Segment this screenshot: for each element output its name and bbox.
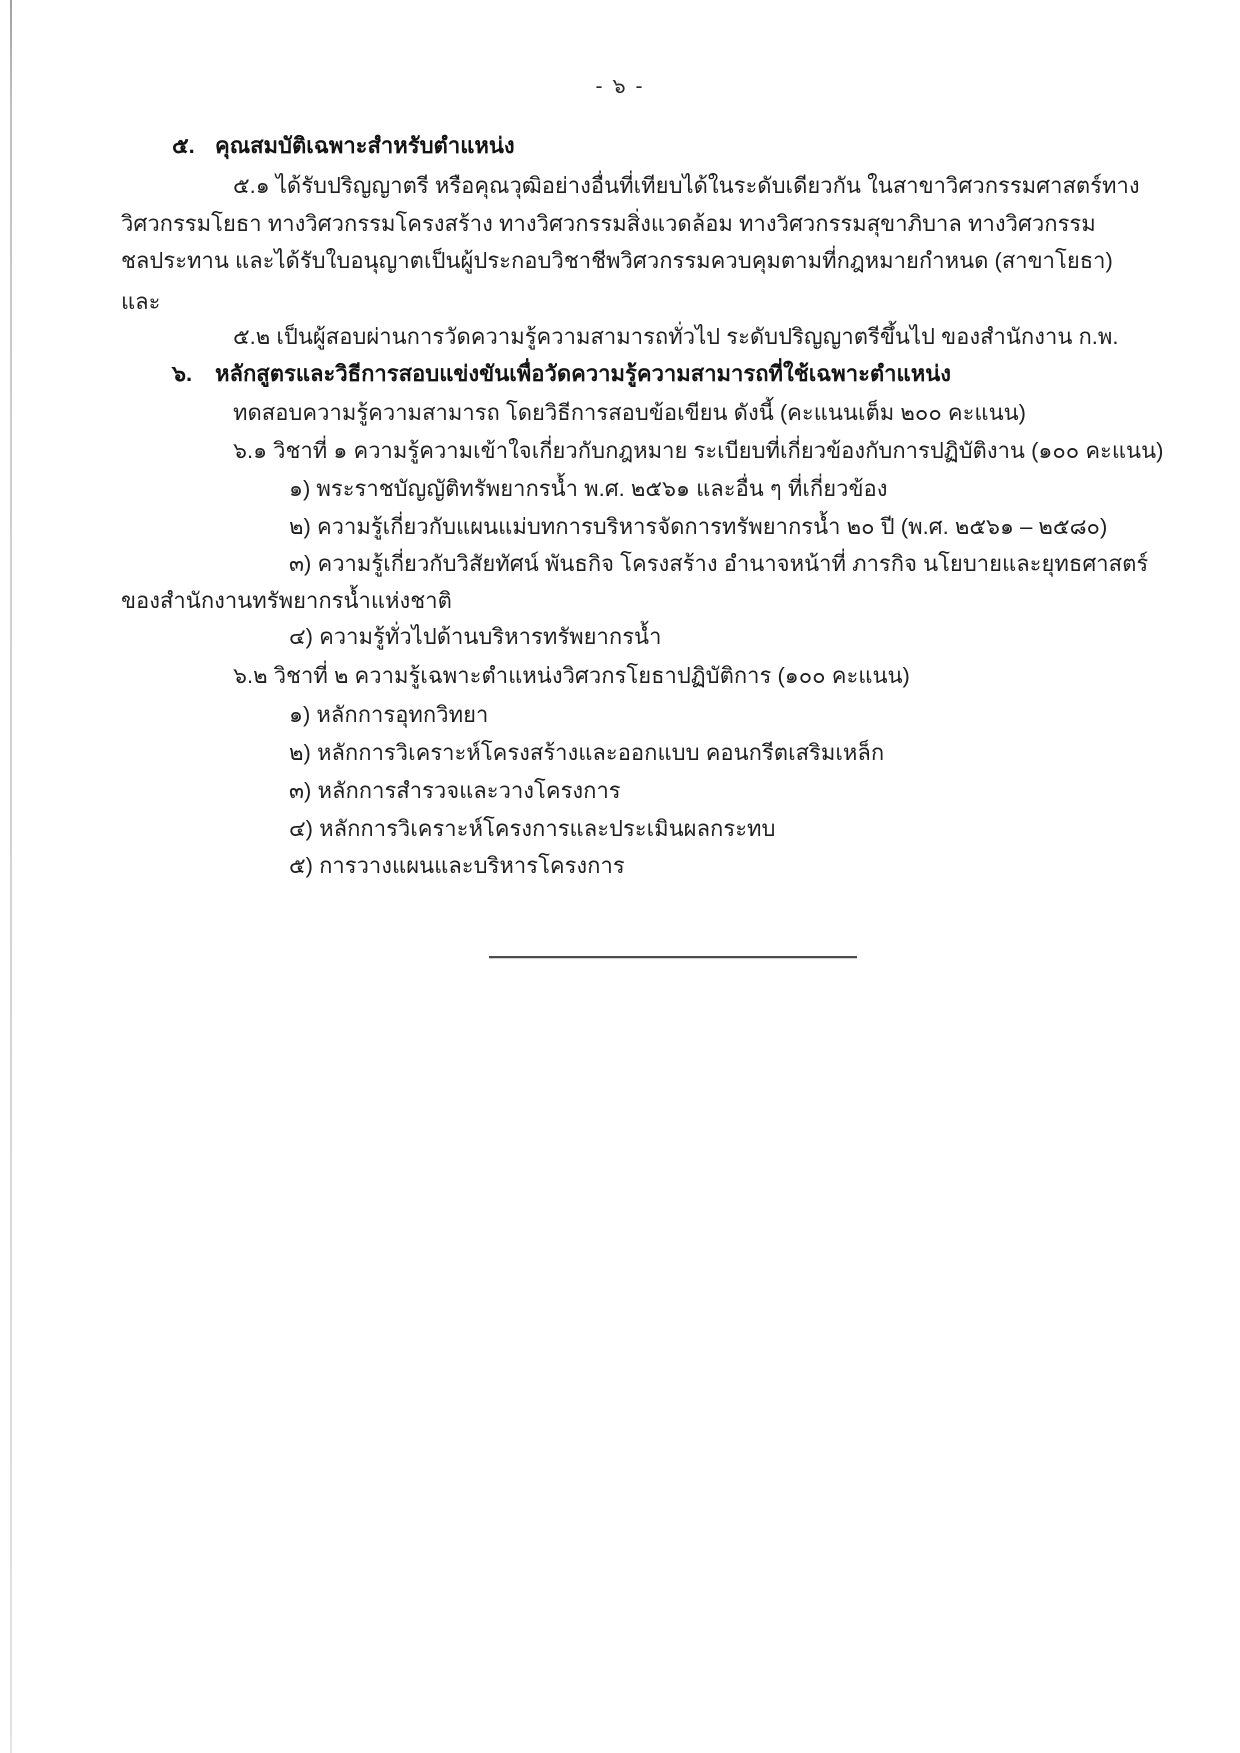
item-5-1-line-3: ชลประทาน และได้รับใบอนุญาตเป็นผู้ประกอบวิชาชีพวิศวกรรมควบคุมตามที่กฎหมายกำหนด (สาขาโยธา) [121, 248, 1113, 273]
item-5-1-line-4: และ [121, 289, 161, 314]
sub-6-2-item-1: ๑) หลักการอุทกวิทยา [289, 702, 489, 727]
page-number: - ๖ - [595, 75, 645, 98]
sub-6-1-item-3-cont: ของสำนักงานทรัพยากรน้ำแห่งชาติ [121, 588, 452, 613]
item-5-2: ๕.๒ เป็นผู้สอบผ่านการวัดความรู้ความสามารถทั่วไป ระดับปริญญาตรีขึ้นไป ของสำนักงาน ก.พ. [233, 324, 1119, 349]
sub-6-2-item-2: ๒) หลักการวิเคราะห์โครงสร้างและออกแบบ คอนกรีตเสริมเหล็ก [289, 740, 885, 765]
section-6-title: หลักสูตรและวิธีการสอบแข่งขันเพื่อวัดความรู้ความสามารถที่ใช้เฉพาะตำแหน่ง [215, 361, 952, 386]
section-6-number: ๖. [172, 361, 193, 386]
sub-6-1-item-4: ๔) ความรู้ทั่วไปด้านบริหารทรัพยากรน้ำ [289, 624, 662, 649]
section-6-heading [172, 359, 951, 389]
item-5-1-line-1: ๕.๑ ได้รับปริญญาตรี หรือคุณวุฒิอย่างอื่นที่เทียบได้ในระดับเดียวกัน ในสาขาวิศวกรรมศาสตร์ทาง [233, 173, 1140, 198]
sub-6-2-item-4: ๔) หลักการวิเคราะห์โครงการและประเมินผลกระทบ [289, 816, 776, 841]
sub-6-1-title: ๖.๑ วิชาที่ ๑ ความรู้ความเข้าใจเกี่ยวกับกฎหมาย ระเบียบที่เกี่ยวข้องกับการปฏิบัติงาน (๑๐๐ คะแนน) [233, 438, 1164, 463]
sub-6-1-item-2: ๒) ความรู้เกี่ยวกับแผนแม่บทการบริหารจัดการทรัพยากรน้ำ ๒๐ ปี (พ.ศ. ๒๕๖๑ – ๒๕๘๐) [289, 514, 1108, 539]
end-divider-rule [489, 956, 857, 958]
sub-6-2-item-3: ๓) หลักการสำรวจและวางโครงการ [289, 778, 621, 803]
item-5-1-line-2: วิศวกรรมโยธา ทางวิศวกรรมโครงสร้าง ทางวิศวกรรมสิ่งแวดล้อม ทางวิศวกรรมสุขาภิบาล ทางวิศวกรรม [121, 211, 1096, 236]
sub-6-1-item-1: ๑) พระราชบัญญัติทรัพยากรน้ำ พ.ศ. ๒๕๖๑ และอื่น ๆ ที่เกี่ยวข้อง [289, 476, 888, 501]
sub-6-1-item-3: ๓) ความรู้เกี่ยวกับวิสัยทัศน์ พันธกิจ โครงสร้าง อำนาจหน้าที่ ภารกิจ นโยบายและยุทธศาสตร์ [289, 551, 1149, 576]
section-6-intro: ทดสอบความรู้ความสามารถ โดยวิธีการสอบข้อเขียน ดังนี้ (คะแนนเต็ม ๒๐๐ คะแนน) [233, 400, 1026, 425]
scan-edge-artifact [10, 0, 12, 1753]
section-5-heading [172, 131, 515, 161]
section-5-title: คุณสมบัติเฉพาะสำหรับตำแหน่ง [215, 133, 515, 158]
sub-6-2-title: ๖.๒ วิชาที่ ๒ ความรู้เฉพาะตำแหน่งวิศวกรโยธาปฏิบัติการ (๑๐๐ คะแนน) [233, 663, 910, 688]
section-5-number: ๕. [172, 133, 195, 158]
sub-6-2-item-5: ๕) การวางแผนและบริหารโครงการ [289, 853, 625, 878]
